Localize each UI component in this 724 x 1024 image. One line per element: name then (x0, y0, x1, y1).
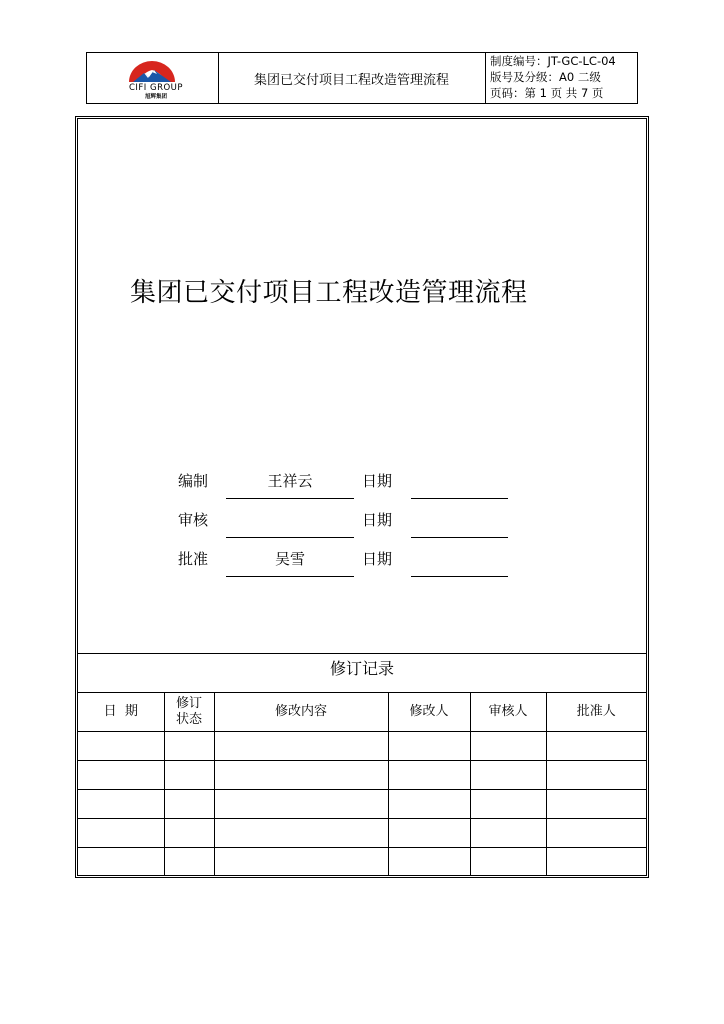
sig-value-approved: 吴雪 (274, 550, 305, 568)
document-header (86, 52, 638, 104)
cell (78, 761, 164, 790)
cell (546, 819, 646, 848)
cell (164, 761, 214, 790)
cell (214, 848, 388, 877)
cell (164, 732, 214, 761)
cell (214, 761, 388, 790)
revision-title: 修订记录 (329, 659, 394, 678)
cell (388, 732, 470, 761)
cell (78, 848, 164, 877)
logo-brand-cn: 旭辉集团 (144, 94, 167, 100)
date-line-approved (411, 576, 508, 577)
table-row (78, 819, 646, 848)
revision-table (78, 692, 646, 876)
logo-cell (87, 53, 219, 103)
cell (214, 732, 388, 761)
sig-label-prepared: 编制 (178, 472, 209, 490)
cell (546, 732, 646, 761)
cell (214, 819, 388, 848)
cell (78, 790, 164, 819)
table-row (78, 732, 646, 761)
sig-label-approved: 批准 (178, 550, 209, 568)
table-row (78, 790, 646, 819)
sig-label-reviewed: 审核 (178, 511, 209, 529)
table-row (78, 848, 646, 877)
doc-version: 版号及分级：A0 二级 (490, 70, 601, 84)
cell (470, 732, 546, 761)
cell (470, 761, 546, 790)
col-status: 修订 状态 (164, 693, 214, 732)
page-info: 页码：第 1 页 共 7 页 (490, 86, 604, 100)
cell (214, 790, 388, 819)
date-label-approved: 日期 (362, 550, 393, 568)
cell (388, 790, 470, 819)
date-label-reviewed: 日期 (362, 511, 393, 529)
date-line-reviewed (411, 537, 508, 538)
cell (470, 790, 546, 819)
logo-brand-en: CIFI GROUP (128, 83, 184, 93)
cell (470, 819, 546, 848)
cell (164, 848, 214, 877)
header-meta (485, 53, 637, 103)
sig-value-prepared: 王祥云 (267, 472, 313, 490)
revision-divider (78, 653, 646, 654)
cell (164, 790, 214, 819)
sig-line-prepared (226, 498, 354, 499)
date-line-prepared (411, 498, 508, 499)
doc-number: 制度编号：JT-GC-LC-04 (490, 54, 616, 68)
date-label-prepared: 日期 (362, 472, 393, 490)
revision-header-row (78, 693, 646, 732)
col-reviewer: 审核人 (470, 693, 546, 732)
cell (78, 732, 164, 761)
cell (546, 790, 646, 819)
table-row (78, 761, 646, 790)
cell (164, 819, 214, 848)
cell (388, 848, 470, 877)
cell (546, 848, 646, 877)
cell (546, 761, 646, 790)
sig-line-approved (226, 576, 354, 577)
cover-title: 集团已交付项目工程改造管理流程 (130, 278, 528, 308)
cifi-logo-icon (127, 58, 177, 84)
header-doc-title: 集团已交付项目工程改造管理流程 (218, 53, 486, 103)
col-modifier: 修改人 (388, 693, 470, 732)
cell (388, 761, 470, 790)
cell (78, 819, 164, 848)
cell (388, 819, 470, 848)
col-content: 修改内容 (214, 693, 388, 732)
col-approver: 批准人 (546, 693, 646, 732)
col-date: 日 期 (78, 693, 164, 732)
cell (470, 848, 546, 877)
sig-line-reviewed (226, 537, 354, 538)
